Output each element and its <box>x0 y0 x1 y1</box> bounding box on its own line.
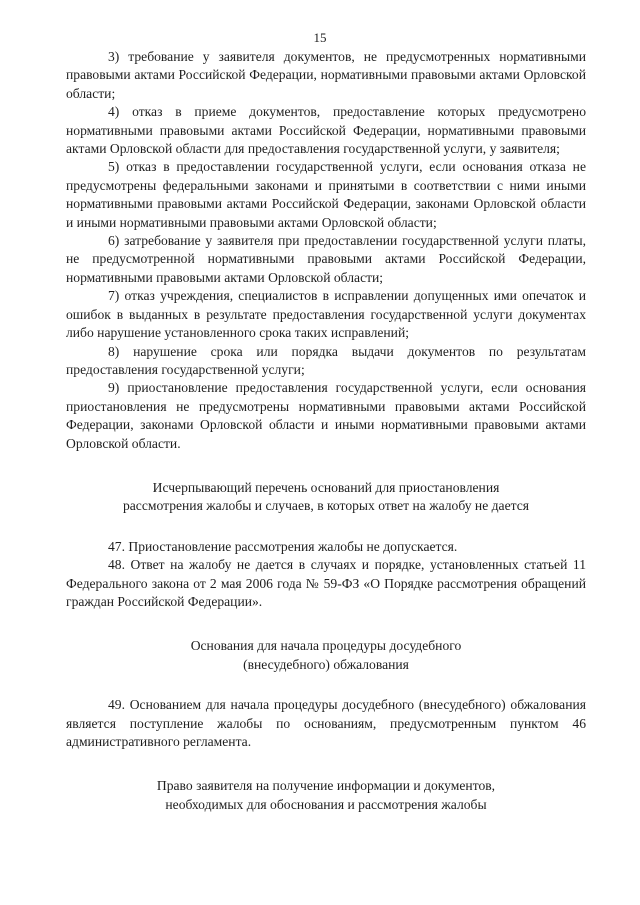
paragraph-47: 47. Приостановление рассмотрения жалобы не допускается. <box>108 538 458 554</box>
heading-line: Право заявителя на получение информации и документов, <box>156 778 496 794</box>
section-heading-suspension <box>66 479 586 516</box>
heading-line: рассмотрения жалобы и случаев, в которых ответ на жалобу не дается <box>122 498 530 514</box>
list-item: 4) отказ в приеме документов, предоставление которых предусмотрено нормативными правовыми актами Российской Федерации, нормативными правовыми актами Орловской области для предоставления государственной услуги, у заявителя; <box>66 104 586 157</box>
list-item: 8) нарушение срока или порядка выдачи документов по результатам предоставления государственной услуги; <box>66 343 586 377</box>
heading-line: необходимых для обоснования и рассмотрения жалобы <box>165 796 487 812</box>
list-item: 6) затребование у заявителя при предоставлении государственной услуги платы, не предусмотренной нормативными правовыми актами Российской Федерации, нормативными правовыми актами Орловской области; <box>66 233 586 285</box>
list-item: 9) приостановление предоставления государственной услуги, если основания приостановления не предусмотрены нормативными правовыми актами Российской Федерации, законами Орловской области и иными нормативными правовыми актами Орловской области. <box>66 380 586 451</box>
section-heading-rights <box>66 777 586 814</box>
list-item: 3) требование у заявителя документов, не предусмотренных нормативными правовыми актами Российской Федерации, нормативными правовыми актами Орловской области; <box>66 49 586 101</box>
list-item: 7) отказ учреждения, специалистов в исправлении допущенных ими опечаток и ошибок в выданных в результате предоставления государственной услуги документах либо нарушение установленного срока таких исправлений; <box>66 288 586 341</box>
heading-line: (внесудебного) обжалования <box>243 656 409 672</box>
paragraph-49: 49. Основанием для начала процедуры досудебного (внесудебного) обжалования является поступление жалобы по основаниям, предусмотренным пунктом 46 административного регламента. <box>66 697 586 749</box>
list-item: 5) отказ в предоставлении государственной услуги, если основания отказа не предусмотрены федеральными законами и принятыми в соответствии с ними иными нормативными правовыми актами Российской Федерации, законами Орловской области и иными нормативными правовыми актами Орловской области; <box>66 159 586 230</box>
page-number: 15 <box>313 30 327 45</box>
heading-line: Основания для начала процедуры досудебного <box>190 638 462 654</box>
paragraph-48: 48. Ответ на жалобу не дается в случаях и порядке, установленных статьей 11 Федерального закона от 2 мая 2006 года № 59-ФЗ «О Порядке рассмотрения обращений граждан Российской Федерации». <box>66 557 586 609</box>
section-heading-grounds <box>66 637 586 674</box>
document-body <box>66 48 586 814</box>
heading-line: Исчерпывающий перечень оснований для приостановления <box>152 479 500 495</box>
